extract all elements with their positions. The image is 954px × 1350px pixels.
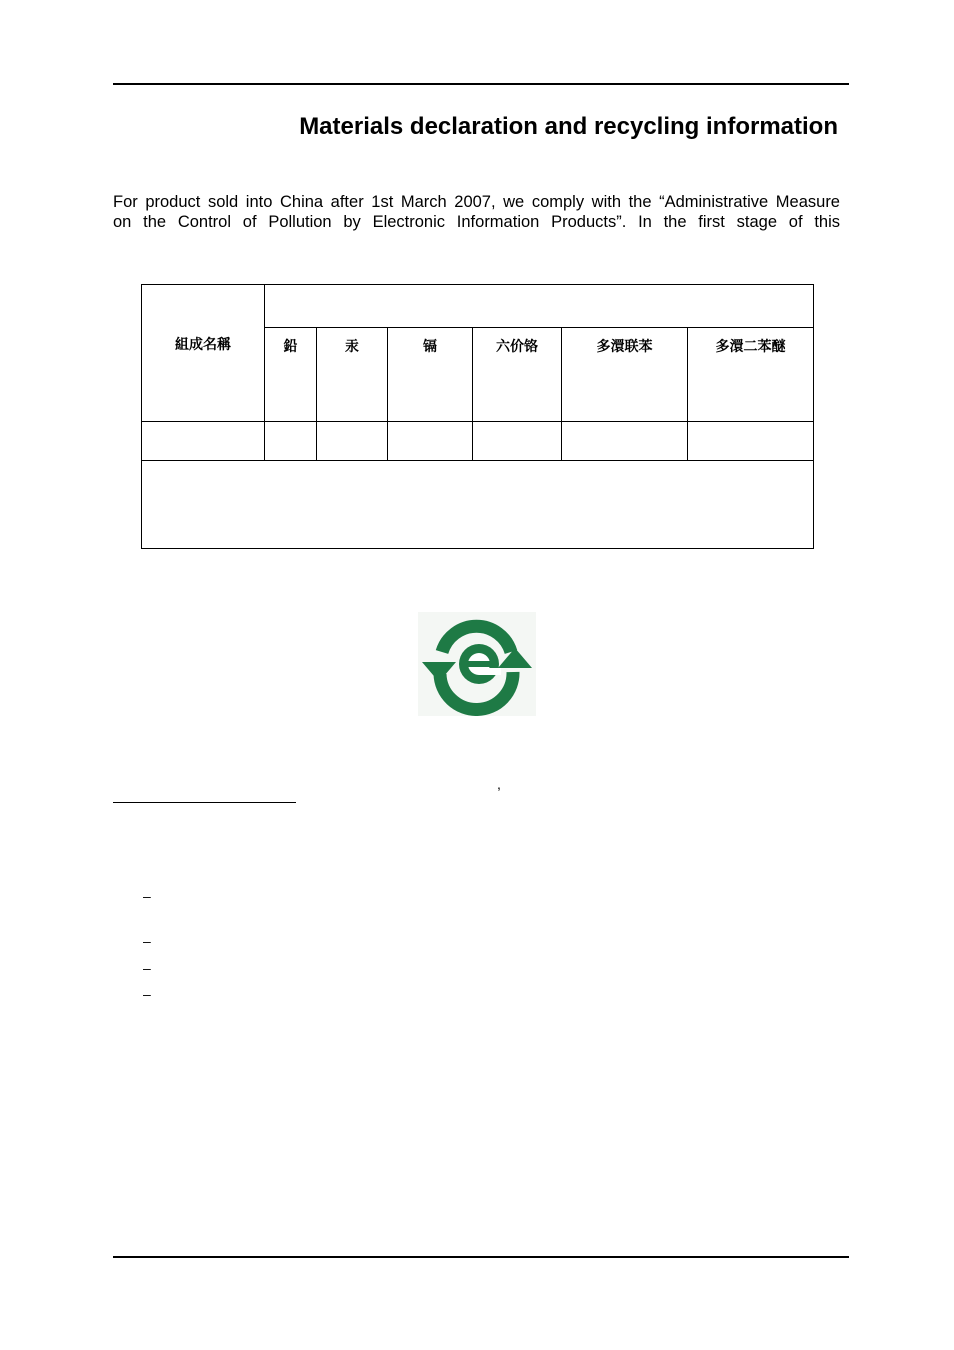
top-rule bbox=[113, 83, 849, 85]
hazard-header-span bbox=[265, 285, 814, 328]
table-note-row bbox=[142, 461, 814, 549]
intro-paragraph bbox=[113, 192, 840, 232]
table-row bbox=[142, 422, 814, 461]
list-dash: – bbox=[143, 888, 151, 904]
list-dash: – bbox=[143, 933, 151, 949]
table-cell bbox=[388, 422, 473, 461]
table-cell bbox=[265, 422, 317, 461]
substance-chromium-header: 六价铬 bbox=[473, 328, 562, 422]
table-cell bbox=[688, 422, 814, 461]
table-cell bbox=[562, 422, 688, 461]
list-dash: – bbox=[143, 960, 151, 976]
stray-comma: , bbox=[497, 776, 501, 792]
list-dash: – bbox=[143, 986, 151, 1002]
substance-pbb-header: 多澴联苯 bbox=[562, 328, 688, 422]
part-name-header: 組成名稱 bbox=[142, 285, 265, 422]
hazardous-substances-table bbox=[141, 284, 814, 549]
table-cell bbox=[142, 422, 265, 461]
bottom-rule bbox=[113, 1256, 849, 1258]
substance-pbde-header: 多澴二苯醚 bbox=[688, 328, 814, 422]
footnote-rule bbox=[113, 802, 296, 803]
table-note-cell bbox=[142, 461, 814, 549]
table-cell bbox=[317, 422, 388, 461]
page-title: Materials declaration and recycling information bbox=[299, 113, 838, 140]
substance-lead-header: 鉛 bbox=[265, 328, 317, 422]
efup-recycling-e-logo-icon bbox=[418, 612, 536, 716]
table-cell bbox=[473, 422, 562, 461]
intro-line-1: For product sold into China after 1st March 2007, we comply with the “Administrative Measure bbox=[113, 193, 840, 211]
substance-cadmium-header: 镉 bbox=[388, 328, 473, 422]
intro-line-2: on the Control of Pollution by Electronic Information Products”. In the first stage of this bbox=[113, 213, 840, 231]
substance-mercury-header: 汞 bbox=[317, 328, 388, 422]
